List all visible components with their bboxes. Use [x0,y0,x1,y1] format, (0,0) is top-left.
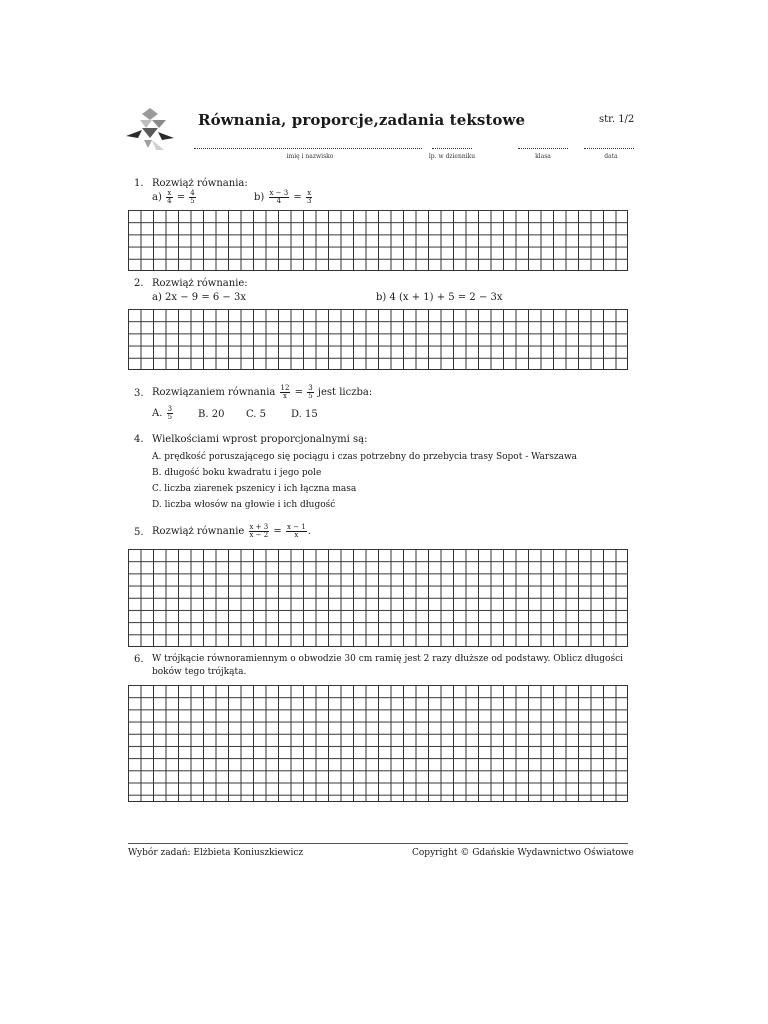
answer-grid[interactable] [128,685,628,802]
equation-a: a) 2x − 9 = 6 − 3x [152,292,246,303]
answer-grid[interactable] [128,309,628,370]
fraction: $\frac{3}{5}$ [167,405,173,421]
publisher-logo [122,106,180,156]
option-c[interactable]: C. liczba ziarenek pszenicy i ich łączna masa [152,484,357,494]
class-label: klasa [535,153,551,160]
date-label: data [604,153,618,160]
task-number: 6. [134,654,144,665]
class-line[interactable] [518,142,568,149]
option-b[interactable]: B. długość boku kwadratu i jego pole [152,468,322,478]
task-text: Rozwiązaniem równania $\frac{12}{x}$ = $\frac{3}{5}$ jest liczba: [152,384,373,400]
task-number: 2. [134,278,144,289]
fraction: $\frac{3}{5}$ [308,384,313,400]
option-d[interactable]: D. liczba włosów na głowie i ich długość [152,500,336,510]
option-a[interactable]: A. $\frac{3}{5}$ [152,405,173,421]
task-text: Wielkościami wprost proporcjonalnymi są: [152,434,368,445]
answer-grid[interactable] [128,549,628,647]
name-line[interactable] [194,142,422,149]
label-b: b) [254,192,265,203]
footer-divider [128,843,628,844]
equation-b: b) 4 (x + 1) + 5 = 2 − 3x [376,292,503,303]
task-number: 1. [134,178,144,189]
task-number: 4. [134,434,144,445]
task-text: Rozwiąż równanie $\frac{x + 3}{x - 2}$ = $\frac{x - 1}{x}$ . [152,523,311,539]
task-number: 5. [134,527,144,538]
task-text: Rozwiąż równania: [152,178,248,189]
name-label: imię i nazwisko [286,153,334,160]
task-text-line1: W trójkącie równoramiennym o obwodzie 30 cm ramię jest 2 razy dłuższe od podstawy. Oblicz długości [152,654,623,664]
fraction: $\frac{x}{4}$ [167,189,172,205]
option-d[interactable]: D. 15 [291,409,318,420]
fraction: $\frac{x + 3}{x - 2}$ [249,523,269,539]
task-text: Rozwiąż równanie: [152,278,248,289]
footer-copyright: Copyright © Gdańskie Wydawnictwo Oświatowe [412,848,634,858]
page-number: str. 1/2 [599,114,635,125]
fraction: $\frac{4}{5}$ [190,189,195,205]
label-a: a) [152,192,162,203]
task-text-line2: boków tego trójkąta. [152,667,247,677]
worksheet-title: Równania, proporcje,zadania tekstowe [198,111,526,129]
fraction: $\frac{x}{3}$ [306,189,312,205]
date-line[interactable] [584,142,634,149]
equation-b: b) $\frac{x - 3}{4}$ = $\frac{x}{3}$ [254,189,312,205]
fraction: $\frac{x - 3}{4}$ [269,189,289,205]
option-a[interactable]: A. prędkość poruszającego się pociągu i czas potrzebny do przebycia trasy Sopot - Warszawa [152,452,578,462]
number-line[interactable] [432,142,472,149]
number-label: lp. w dzienniku [428,153,476,160]
footer-author: Wybór zadań: Elżbieta Koniuszkiewicz [128,848,304,858]
answer-grid[interactable] [128,210,628,271]
task-number: 3. [134,388,144,399]
fraction: $\frac{12}{x}$ [280,384,290,400]
option-b[interactable]: B. 20 [198,409,225,420]
equation-a: a) $\frac{x}{4}$ = $\frac{4}{5}$ [152,189,195,205]
fraction: $\frac{x - 1}{x}$ [286,523,306,539]
option-c[interactable]: C. 5 [246,409,267,420]
